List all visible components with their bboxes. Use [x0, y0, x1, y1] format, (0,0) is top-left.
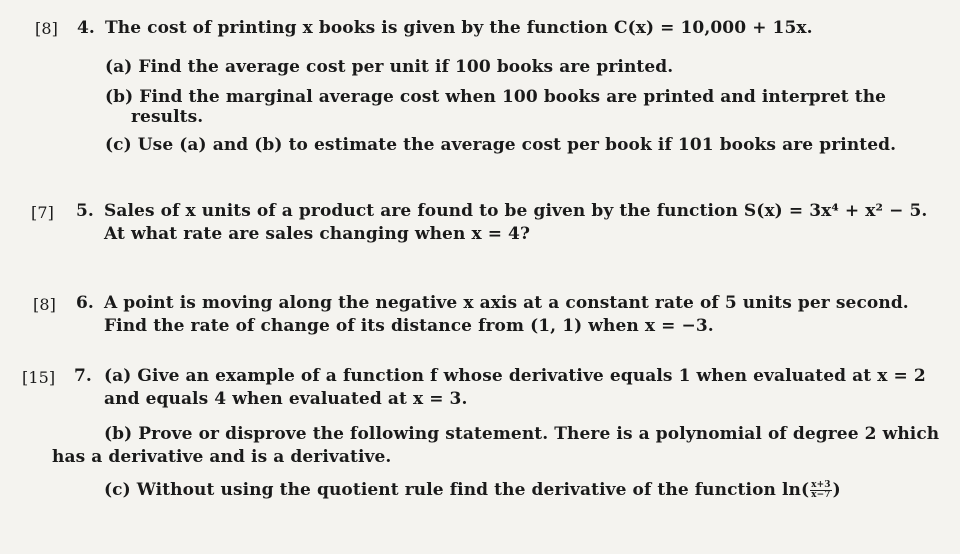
q6-number: 6. [76, 293, 94, 313]
q7-part-c-prefix: (c) Without using the quotient rule find the derivative of the function ln( [104, 480, 810, 500]
q7-part-a-line1: (a) Give an example of a function f whose derivative equals 1 when evaluated at x = 2 [104, 366, 926, 386]
fraction-denominator: x−7 [811, 490, 831, 500]
fraction-numerator: x+3 [811, 480, 831, 490]
q4-part-c: (c) Use (a) and (b) to estimate the average cost per book if 101 books are printed. [105, 135, 897, 155]
q7-part-b-line2: has a derivative and is a derivative. [52, 447, 392, 467]
q4-marks: [8] [35, 19, 58, 38]
q6-line2: Find the rate of change of its distance from (1, 1) when x = −3. [104, 316, 714, 336]
q4-part-b-line2: results. [131, 107, 204, 127]
q7-part-c [104, 480, 841, 500]
q7-part-b-line1: (b) Prove or disprove the following statement. There is a polynomial of degree 2 which [104, 424, 940, 444]
q5-marks: [7] [31, 203, 54, 222]
q4-part-a: (a) Find the average cost per unit if 100 books are printed. [105, 57, 674, 77]
q5-number: 5. [76, 201, 94, 221]
q4-part-b-line1: (b) Find the marginal average cost when 100 books are printed and interpret the [105, 87, 887, 107]
fraction [810, 481, 831, 500]
q6-line1: A point is moving along the negative x axis at a constant rate of 5 units per second. [104, 293, 909, 313]
q5-line2: At what rate are sales changing when x = 4? [104, 224, 531, 244]
q7-number: 7. [74, 366, 92, 386]
q7-marks: [15] [22, 368, 56, 387]
q7-part-a-line2: and equals 4 when evaluated at x = 3. [104, 389, 468, 409]
q4-text: The cost of printing x books is given by the function C(x) = 10,000 + 15x. [105, 18, 813, 38]
q5-line1: Sales of x units of a product are found to be given by the function S(x) = 3x⁴ + x² − 5. [104, 201, 928, 221]
q7-part-c-suffix: ) [832, 480, 841, 500]
q4-number: 4. [77, 18, 95, 38]
q6-marks: [8] [33, 295, 56, 314]
